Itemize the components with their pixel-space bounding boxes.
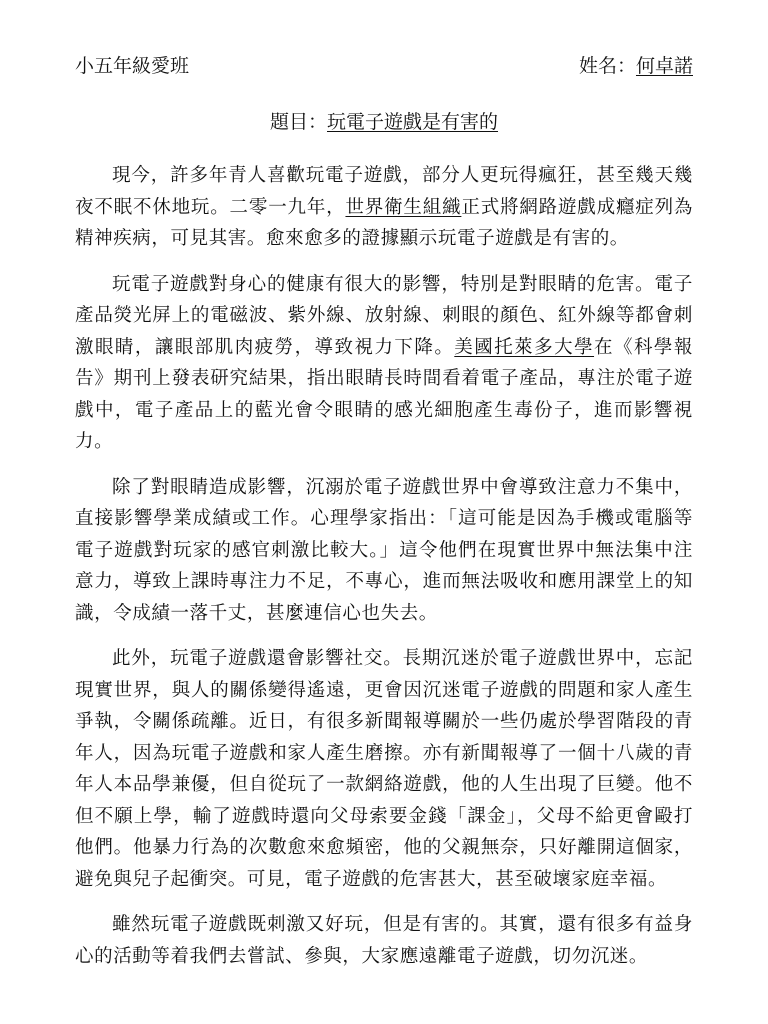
paragraph-1-text-a: 現今，許多年青人喜歡玩電子遊戲，部分人更玩得瘋狂，甚至幾天幾夜不眠不休地玩。二零一九年， xyxy=(75,165,693,218)
paragraph-2 xyxy=(75,269,693,458)
paragraph-5: 雖然玩電子遊戲既刺激又好玩，但是有害的。其實，還有很多有益身心的活動等着我們去嘗試、參與，大家應遠離電子遊戲，切勿沉迷。 xyxy=(75,914,693,967)
paragraph-1-text-b: 正式將網路遊戲成癮症列為精神疾病，可見其害。愈來愈多的證據顯示玩電子遊戲是有害的。 xyxy=(75,196,693,249)
essay-title xyxy=(75,108,693,136)
document-page xyxy=(75,52,693,972)
paragraph-3: 除了對眼睛造成影響，沉溺於電子遊戲世界中會導致注意力不集中，直接影響學業成績或工作。心理學家指出：「這可能是因為手機或電腦等電子遊戲對玩家的感官刺激比較大。」這令他們在現實世界中無法集中注意力，導致上課時專注力不足，不專心，進而無法吸收和應用課堂上的知識，令成績一落千丈，甚麼連信心也失去。 xyxy=(75,476,693,624)
title-text: 玩電子遊戲是有害的 xyxy=(327,111,499,133)
header-row xyxy=(75,52,693,80)
paragraph-4: 此外，玩電子遊戲還會影響社交。長期沉迷於電子遊戲世界中，忘記現實世界，與人的關係變得遙遠，更會因沉迷電子遊戲的問題和家人產生爭執，令關係疏離。近日，有很多新聞報導關於一些仍處於學習階段的青年人，因為玩電子遊戲和家人產生磨擦。亦有新聞報導了一個十八歲的青年人本品學兼優，但自從玩了一款網絡遊戲，他的人生出現了巨變。他不但不願上學，輸了遊戲時還向父母索要金錢「課金」，父母不給更會毆打他們。他暴力行為的次數愈來愈頻密，他的父親無奈，只好離開這個家，避免與兒子起衝突。可見，電子遊戲的危害甚大，甚至破壞家庭幸福。 xyxy=(75,648,693,890)
university-name: 美國托萊多大學 xyxy=(454,336,595,358)
paragraph-2-text-b: 在《科學報告》期刊上發表研究結果，指出眼睛長時間看着電子產品，專注於電子遊戲中，電子產品上的藍光會令眼睛的感光細胞產生毒份子，進而影響視力。 xyxy=(75,336,693,452)
paragraph-2-text-a: 玩電子遊戲對身心的健康有很大的影響，特別是對眼睛的危害。電子產品熒光屏上的電磁波、紫外線、放射線、刺眼的顏色、紅外線等都會刺激眼睛，讓眼部肌肉疲勞，導致視力下降。 xyxy=(75,273,693,358)
student-name xyxy=(579,52,693,80)
name-prefix: 姓名： xyxy=(578,55,636,77)
paragraph-1 xyxy=(75,160,693,255)
class-label: 小五年級愛班 xyxy=(75,55,190,77)
name-value: 何卓諾 xyxy=(635,55,693,77)
title-prefix: 題目： xyxy=(269,111,327,133)
org-name-who: 世界衛生組織 xyxy=(345,196,462,218)
